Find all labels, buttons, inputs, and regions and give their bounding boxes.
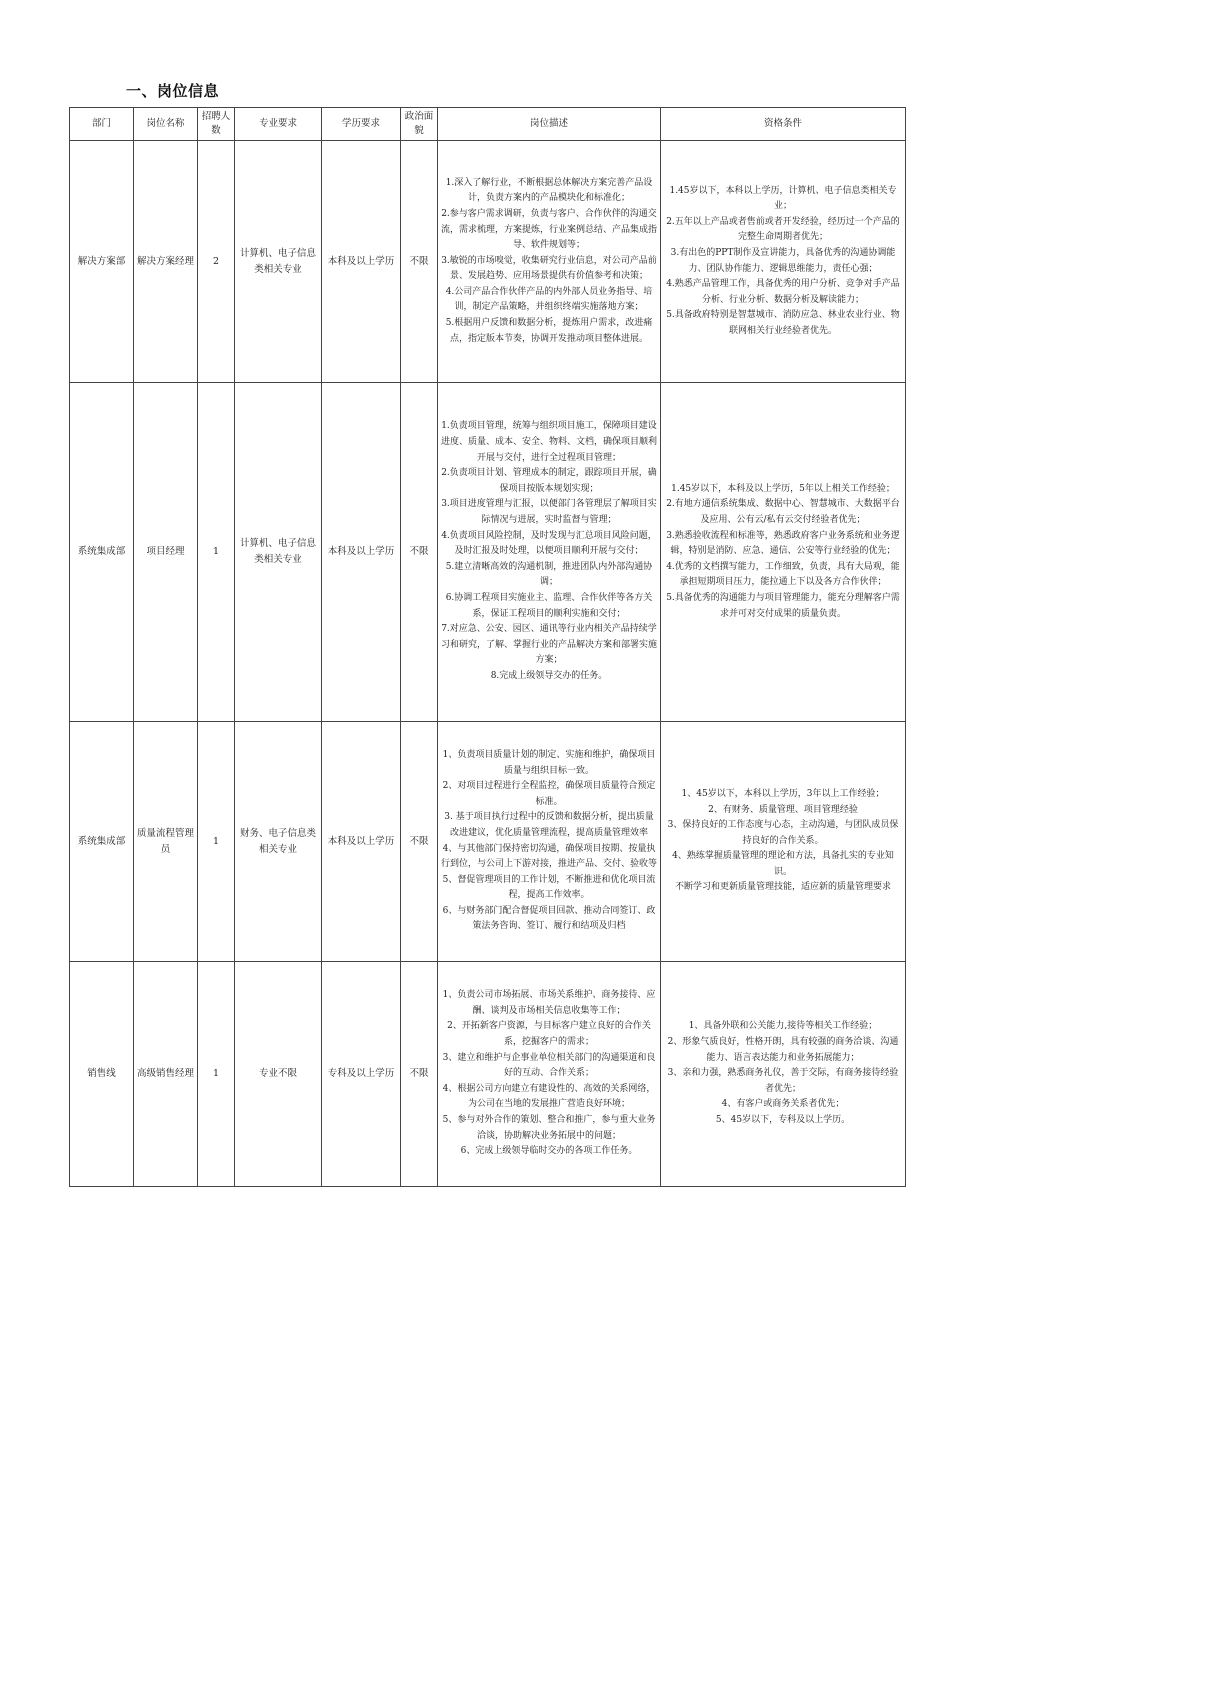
- qualification-item: 2、形象气质良好，性格开朗，具有较强的商务洽谈、沟通能力、语言表达能力和业务拓展能力；: [667, 1037, 899, 1063]
- description-item: 6.协调工程项目实施业主、监理、合作伙伴等各方关系，保证工程项目的顺利实施和交付；: [445, 592, 653, 619]
- qualification-item: 3.有出色的PPT制作及宣讲能力，具备优秀的沟通协调能力、团队协作能力、逻辑思维能力，责任心强；: [670, 247, 896, 274]
- qualification-item: 1、45岁以下，本科以上学历，3年以上工作经验；: [681, 788, 885, 799]
- description-item: 5.建立清晰高效的沟通机制，推进团队内外部沟通协调；: [445, 561, 653, 588]
- qualification-item: 3.熟悉验收流程和标准等，熟悉政府客户业务系统和业务逻辑，特别是消防、应急、通信、公安等行业经验的优先；: [666, 530, 900, 557]
- qualification-item: 5、45岁以下，专科及以上学历。: [715, 1114, 851, 1125]
- cell-description: [438, 141, 661, 383]
- description-item: 7.对应急、公安、园区、通讯等行业内相关产品持续学习和研究，了解、掌握行业的产品解决方案和部署实施方案；: [441, 624, 658, 666]
- qualification-item: 2.有地方通信系统集成、数据中心、智慧城市、大数据平台及应用、公有云/私有云交付经验者优先；: [666, 499, 900, 526]
- cell-headcount: 1: [198, 962, 235, 1187]
- description-item: 5、参与对外合作的策划、整合和推广，参与重大业务洽谈，协助解决业务拓展中的问题；: [442, 1114, 656, 1141]
- description-item: 5、督促管理项目的工作计划，不断推进和优化项目流程，提高工作效率。: [442, 874, 656, 901]
- cell-political: 不限: [401, 722, 438, 962]
- header-political: 政治面貌: [401, 108, 438, 141]
- cell-political: 不限: [401, 141, 438, 383]
- description-item: 3.项目进度管理与汇报，以便部门各管理层了解项目实际情况与进展，实时监督与管理；: [441, 499, 657, 526]
- description-item: 1、负责项目质量计划的制定、实施和维护，确保项目质量与组织目标一致。: [442, 749, 656, 776]
- description-item: 5.根据用户反馈和数据分析，提炼用户需求，改进痛点，指定版本节奏，协调开发推动项目整体进展。: [445, 318, 653, 344]
- cell-major: 计算机、电子信息类相关专业: [235, 141, 322, 383]
- cell-headcount: 1: [198, 383, 235, 722]
- qualification-item: 3、保持良好的工作态度与心态，主动沟通，与团队成员保持良好的合作关系。: [667, 820, 899, 846]
- cell-department: 解决方案部: [70, 141, 134, 383]
- header-major: 专业要求: [235, 108, 322, 141]
- cell-education: 专科及以上学历: [322, 962, 401, 1187]
- description-item: 1、负责公司市场拓展、市场关系维护、商务接待、应酬、谈判及市场相关信息收集等工作；: [442, 990, 656, 1016]
- description-item: 3. 基于项目执行过程中的反馈和数据分析，提出质量改进建议，优化质量管理流程，提高质量管理效率: [444, 812, 654, 838]
- description-item: 4、与其他部门保持密切沟通，确保项目按期、按量执行到位，与公司上下游对接，推进产品、交付、验收等: [441, 843, 658, 870]
- cell-department: 系统集成部: [70, 383, 134, 722]
- qualification-item: 4、熟练掌握质量管理的理论和方法，具备扎实的专业知识。: [672, 851, 894, 877]
- table-row: [70, 722, 906, 962]
- header-department: 部门: [70, 108, 134, 141]
- header-headcount: 招聘人数: [198, 108, 235, 141]
- table-header-row: [70, 108, 906, 141]
- qualification-item: 2、有财务、质量管理、项目管理经验: [708, 804, 858, 815]
- description-item: 4.公司产品合作伙伴产品的内外部人员业务指导、培训，制定产品策略，并组织终端实施落地方案；: [445, 286, 653, 313]
- cell-qualification: [661, 141, 906, 383]
- description-item: 4、根据公司方向建立有建设性的、高效的关系网络，为公司在当地的发展推广营造良好环境；: [442, 1083, 656, 1110]
- qualification-item: 5.具备政府特别是智慧城市、消防应急、林业农业行业、物联网相关行业经验者优先。: [666, 310, 900, 336]
- table-row: [70, 962, 906, 1187]
- cell-qualification: [661, 383, 906, 722]
- qualification-item: 2.五年以上产品或者售前或者开发经验，经历过一个产品的完整生命周期者优先；: [666, 216, 900, 243]
- qualification-item: 1.45岁以下，本科及以上学历，5年以上相关工作经验；: [671, 483, 895, 494]
- cell-qualification: [661, 722, 906, 962]
- job-info-table: [69, 107, 906, 1187]
- cell-department: 系统集成部: [70, 722, 134, 962]
- header-education: 学历要求: [322, 108, 401, 141]
- cell-description: [438, 383, 661, 722]
- cell-education: 本科及以上学历: [322, 141, 401, 383]
- header-position: 岗位名称: [134, 108, 198, 141]
- description-item: 3.敏锐的市场嗅觉，收集研究行业信息，对公司产品前景、发展趋势、应用场景提供有价值参考和决策；: [441, 255, 657, 282]
- cell-position: 项目经理: [134, 383, 198, 722]
- cell-major: 财务、电子信息类相关专业: [235, 722, 322, 962]
- cell-description: [438, 722, 661, 962]
- description-item: 2.负责项目计划、管理成本的制定，跟踪项目开展，确保项目按版本规划实现；: [441, 468, 657, 494]
- qualification-item: 4.熟悉产品管理工作，具备优秀的用户分析、竞争对手产品分析、行业分析、数据分析及解读能力；: [666, 279, 900, 305]
- description-item: 3、建立和维护与企事业单位相关部门的沟通渠道和良好的互动、合作关系；: [442, 1052, 656, 1079]
- cell-major: 专业不限: [235, 962, 322, 1187]
- qualification-item: 1.45岁以下，本科以上学历，计算机、电子信息类相关专业；: [669, 185, 897, 212]
- cell-headcount: 1: [198, 722, 235, 962]
- qualification-item: 3、亲和力强，熟悉商务礼仪，善于交际，有商务接待经验者优先；: [667, 1068, 899, 1094]
- qualification-item: 4.优秀的文档撰写能力，工作细致，负责，具有大局观，能承担短期项目压力，能拉通上下以及各方合作伙伴；: [666, 561, 900, 588]
- description-item: 6、完成上级领导临时交办的各项工作任务。: [460, 1146, 638, 1157]
- cell-qualification: [661, 962, 906, 1187]
- cell-position: 解决方案经理: [134, 141, 198, 383]
- qualification-item: 不断学习和更新质量管理技能，适应新的质量管理要求: [674, 882, 891, 893]
- cell-description: [438, 962, 661, 1187]
- header-qualification: 资格条件: [661, 108, 906, 141]
- cell-major: 计算机、电子信息类相关专业: [235, 383, 322, 722]
- description-item: 6、与财务部门配合督促项目回款、推动合同签订、政策法务咨询、签订、履行和结项及归档: [442, 905, 656, 932]
- description-item: 2.参与客户需求调研，负责与客户、合作伙伴的沟通交流，需求梳理，方案提炼，行业案例总结、产品集成指导、软件规划等；: [441, 208, 658, 251]
- cell-political: 不限: [401, 383, 438, 722]
- cell-education: 本科及以上学历: [322, 383, 401, 722]
- description-item: 2、开拓新客户资源，与目标客户建立良好的合作关系，挖掘客户的需求；: [447, 1021, 651, 1048]
- table-row: [70, 141, 906, 383]
- qualification-item: 5.具备优秀的沟通能力与项目管理能力，能充分理解客户需求并可对交付成果的质量负责。: [666, 592, 900, 619]
- cell-headcount: 2: [198, 141, 235, 383]
- description-item: 1.深入了解行业，不断根据总体解决方案完善产品设计，负责方案内的产品模块化和标准化；: [445, 177, 653, 204]
- qualification-item: 1、具备外联和公关能力,接待等相关工作经验；: [688, 1021, 878, 1032]
- cell-position: 质量流程管理员: [134, 722, 198, 962]
- cell-department: 销售线: [70, 962, 134, 1187]
- cell-education: 本科及以上学历: [322, 722, 401, 962]
- section-title: 一、岗位信息: [126, 82, 220, 100]
- table-row: [70, 383, 906, 722]
- cell-political: 不限: [401, 962, 438, 1187]
- description-item: 8.完成上级领导交办的任务。: [490, 670, 608, 681]
- description-item: 1.负责项目管理，统筹与组织项目施工，保障项目建设进度、质量、成本、安全、物料、文档，确保项目顺利开展与交付，进行全过程项目管理；: [441, 421, 658, 463]
- header-description: 岗位描述: [438, 108, 661, 141]
- description-item: 2、对项目过程进行全程监控，确保项目质量符合预定标准。: [442, 781, 656, 807]
- qualification-item: 4、有客户或商务关系者优先；: [721, 1099, 845, 1110]
- cell-position: 高级销售经理: [134, 962, 198, 1187]
- description-item: 4.负责项目风险控制，及时发现与汇总项目风险问题，及时汇报及时处理，以便项目顺利开展与交付；: [441, 530, 657, 557]
